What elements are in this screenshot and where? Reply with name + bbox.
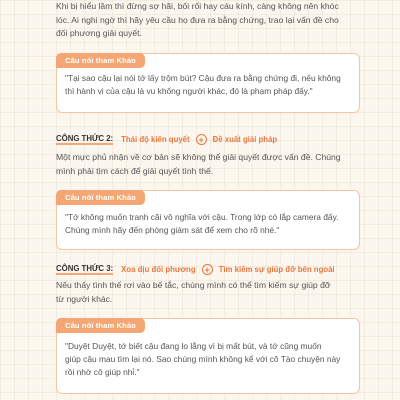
formula-2-description [56, 151, 356, 178]
quote-line: "Tớ không muốn tranh cãi vô nghĩa với cậu. Trong lớp có lắp camera đấy. [65, 212, 339, 222]
formula-3-description [56, 279, 356, 306]
desc-line: từ người khác. [56, 293, 113, 304]
card-quote [65, 340, 351, 380]
intro-line: lóc. Ai nghi ngờ thì hãy yêu cầu họ đưa ra bằng chứng, trao lại vấn đề cho [56, 14, 339, 25]
quote-line: Chúng mình hãy đến phòng giám sát để xem cho rõ nhé." [65, 225, 280, 236]
intro-line: đối phương giải quyết. [56, 28, 142, 38]
quote-line: "Tại sao cậu lại nói tớ lấy trộm bút? Cậu đưa ra bằng chứng đi, nếu không [65, 73, 341, 83]
formula-2-header [56, 132, 277, 146]
formula-3-header [56, 262, 335, 276]
formula-label: CÔNG THỨC 2: [56, 133, 114, 143]
quote-line: rồi nhờ cô giúp nhỉ." [65, 367, 140, 378]
card-tag: Câu nói tham Khảo [56, 53, 145, 68]
plus-icon: + [202, 264, 213, 275]
quote-line: "Duyệt Duyệt, tớ biết cậu đang lo lắng vì bị mất bút, và tớ cũng muốn [65, 341, 322, 351]
desc-line: Một mực phủ nhận về cơ bản sẽ không thể giải quyết được vấn đề. Chúng [56, 152, 341, 162]
card-quote [65, 72, 351, 98]
quote-line: giúp cậu mau tìm lại nó. Sao chúng mình không kể với cô Tào chuyện này [65, 354, 341, 365]
plus-icon: + [196, 134, 207, 145]
desc-line: mình phải tìm cách để giải quyết tình thế. [56, 165, 214, 176]
formula-label: CÔNG THỨC 3: [56, 263, 114, 273]
quote-line: thì hành vi của cậu là vu khống người khác, đó là phạm pháp đấy." [65, 86, 313, 97]
desc-line: Nếu thấy tình thế rơi vào bế tắc, chúng mình có thể tìm kiếm sự giúp đỡ [56, 280, 331, 290]
reference-quote-card [56, 190, 360, 250]
intro-line: Khi bị hiểu lầm thì đừng sợ hãi, bối rối hay cáu kính, càng không nên khóc [56, 1, 339, 11]
formula-item: Thái độ kiên quyết [121, 134, 190, 144]
formula-item: Xoa dịu đối phương [121, 264, 196, 274]
formula-item: Tìm kiếm sự giúp đỡ bên ngoài [218, 264, 335, 274]
formula-item: Đề xuất giải pháp [212, 134, 278, 144]
reference-quote-card [56, 53, 360, 113]
reference-quote-card [56, 318, 360, 394]
intro-paragraph [56, 0, 356, 41]
card-tag: Câu nói tham Khảo [56, 190, 145, 205]
card-tag: Câu nói tham Khảo [56, 318, 145, 333]
card-quote [65, 211, 351, 237]
